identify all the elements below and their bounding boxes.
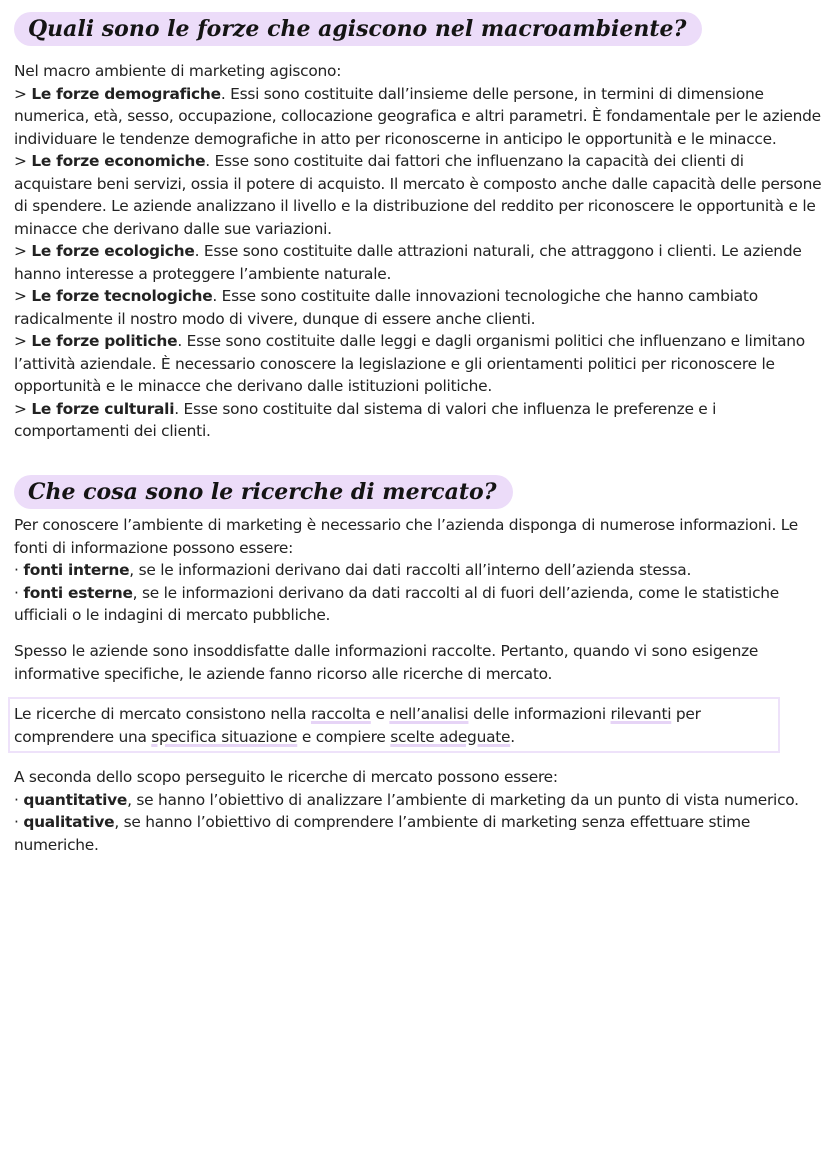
types-intro: A seconda dello scopo perseguito le ricerche di mercato possono essere: bbox=[14, 768, 558, 786]
heading-macroambiente: Quali sono le forze che agiscono nel macroambiente? bbox=[14, 12, 702, 46]
paragraph-insoddisfatte bbox=[14, 640, 822, 685]
type-item: · qualitative, se hanno l’obiettivo di comprendere l’ambiente di marketing senza effettuare stime numeriche. bbox=[14, 813, 751, 854]
force-item: > Le forze economiche. Esse sono costituite dai fattori che influenzano la capacità dei clienti di acquistare beni servizi, ossia il potere di acquisto. Il mercato è composto anche dalle capacità delle persone di spendere. Le aziende analizzano il livello e la distribuzione del reddito per riconoscere le opportunità e le minacce che derivano dalle sue variazioni. bbox=[14, 152, 822, 238]
paragraph-text: Spesso le aziende sono insoddisfatte dalle informazioni raccolte. Pertanto, quando vi sono esigenze informative specifiche, le aziende fanno ricorso alle ricerche di mercato. bbox=[14, 642, 759, 683]
force-item: > Le forze politiche. Esse sono costituite dalle leggi e dagli organismi politici che influenzano e limitano l’attività aziendale. È necessario conoscere la legislazione e gli orientamenti politici per riconoscere le opportunità e le minacce che derivano dalle istituzioni politiche. bbox=[14, 332, 805, 395]
forces-section bbox=[14, 60, 822, 443]
source-item: · fonti interne, se le informazioni derivano dai dati raccolti all’interno dell’azienda stessa. bbox=[14, 561, 692, 579]
definition-box bbox=[8, 697, 780, 753]
force-item: > Le forze tecnologiche. Esse sono costituite dalle innovazioni tecnologiche che hanno cambiato radicalmente il nostro modo di vivere, dunque di essere anche clienti. bbox=[14, 287, 758, 328]
heading-ricerche-mercato: Che cosa sono le ricerche di mercato? bbox=[14, 475, 513, 509]
definition-text: Le ricerche di mercato consistono nella raccolta e nell’analisi delle informazioni rilevanti per comprendere una specifica situazione e compiere scelte adeguate. bbox=[14, 705, 701, 746]
types-section bbox=[14, 766, 822, 856]
force-item: > Le forze culturali. Esse sono costituite dal sistema di valori che influenza le preferenze e i comportamenti dei clienti. bbox=[14, 399, 717, 440]
source-item: · fonti esterne, se le informazioni derivano da dati raccolti al di fuori dell’azienda, come le statistiche ufficiali o le indagini di mercato pubbliche. bbox=[14, 583, 780, 624]
force-item: > Le forze ecologiche. Esse sono costituite dalle attrazioni naturali, che attraggono i clienti. Le aziende hanno interesse a proteggere l’ambiente naturale. bbox=[14, 242, 802, 283]
sources-section bbox=[14, 514, 822, 627]
sources-intro: Per conoscere l’ambiente di marketing è necessario che l’azienda disponga di numerose informazioni. Le fonti di informazione possono essere: bbox=[14, 516, 799, 557]
type-item: · quantitative, se hanno l’obiettivo di analizzare l’ambiente di marketing da un punto di vista numerico. bbox=[14, 790, 799, 809]
forces-intro: Nel macro ambiente di marketing agiscono: bbox=[14, 62, 342, 80]
force-item: > Le forze demografiche. Essi sono costituite dall’insieme delle persone, in termini di dimensione numerica, età, sesso, occupazione, collocazione geografica e altri parametri. È fondamentale per le aziende individuare le tendenze demografiche in atto per riconoscerne in anticipo le opportunità e le minacce. bbox=[14, 84, 821, 148]
